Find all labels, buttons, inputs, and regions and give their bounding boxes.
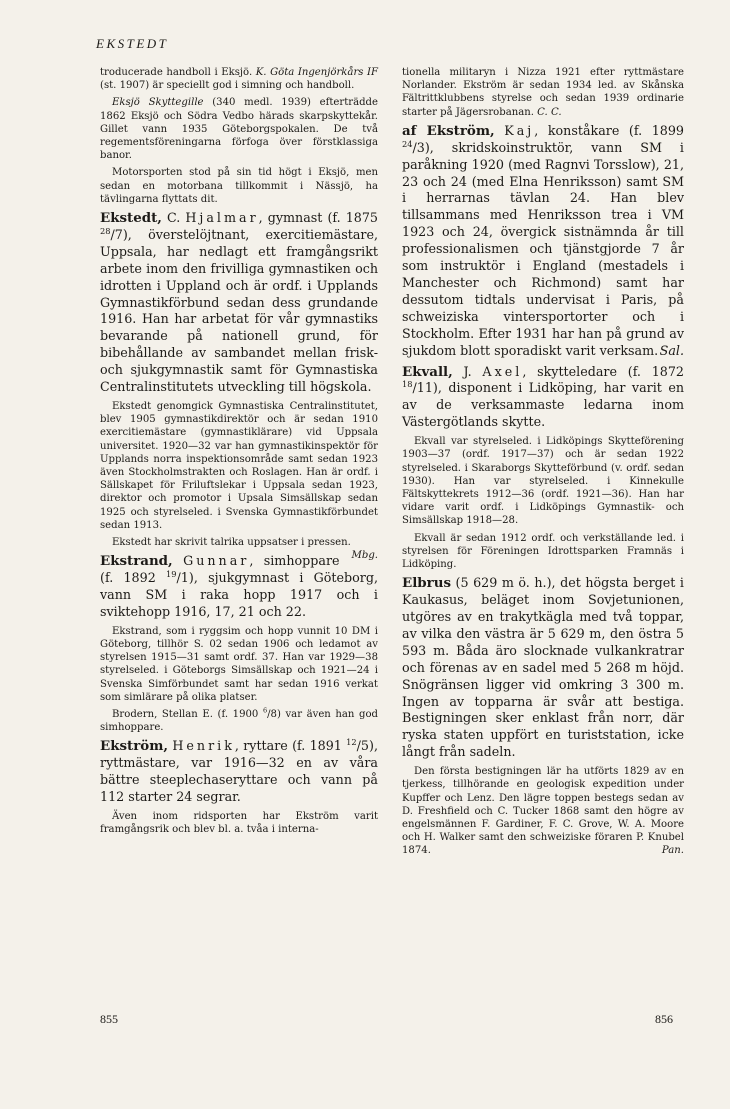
entry-ekstrand: Ekstrand, Gunnar, simhoppare (f. 1892 $^{19}$/1), sjukgymnast i Göteborg, vann SM i raka hopp 1917 och i sviktehopp 1916, 17, 21 och 22. [100,553,378,619]
left-column [100,66,378,841]
page-number-right: 856 [655,1012,673,1026]
entry-af-ekstrom: af Ekström, Kaj, konståkare (f. 1899 $^{24}$/3), skridskoinstruktör, vann SM i paråkning 1920 (med Ragnvi Torsslow), 21, 23 och 24 (med Elna Henriksson) samt SM i herrarnas tävlan 24. Han blev tillsammans med Henriksson trea i VM 1923 och 24, övergick sistnämnda år till professionalismen och tjänstgjorde 7 år som instruktör i England (mestadels i Manchester och Richmond) samt har dessutom tidtals undervisat i Paris, på schweiziska vintersportorter och i Stockholm. Efter 1931 har han på grund av sjukdom blott sporadiskt varit verksam. Sal. [402,122,684,358]
signature: Sal. [659,342,684,358]
entry-elbrus: Elbrus (5 629 m ö. h.), det högsta berget i Kaukasus, beläget inom Sovjetunionen, utgöres av en trakytkägla med två toppar, av vilka den västra är 5 629 m, den östra 5 593 m. Båda äro slocknade vulkankratrar och förenas av en sadel med 5 268 m höjd. Snögränsen ligger vid omkring 3 300 m. Ingen av topparna är svår att bestiga. Bestigningen sker enklast från norr, där ryska staten uppfört en turiststation, icke långt från sadeln. [402,575,684,760]
ekvall-framnas: Ekvall är sedan 1912 ordf. och verkställande led. i styrelsen för Föreningen Idrottsparken Framnäs i Lidköping. [402,532,684,570]
signature: Mbg. [351,550,378,562]
ekstrom-details: Även inom ridsporten har Ekström varit framgångsrik och blev bl. a. tvåa i interna- [100,811,378,836]
elbrus-history: Den första bestigningen lär ha utförts 1829 av en tjerkess, tillhörande en geologisk expedition under Kupffer och Lenz. Den lägre toppen bestegs sedan av D. Freshfield och C. Tucker 1868 samt den högre av engelsmännen F. Gardiner, F. C. Grove, W. A. Moore och H. Walker samt den schweiziske föraren P. Knubel 1874. Pan. [402,766,684,857]
signature: C. C. [537,106,562,118]
signature: Pan. [661,845,684,857]
ekstedt-writings: Ekstedt har skrivit talrika uppsatser i pressen. Mbg. [112,537,378,562]
ekstrand-details: Ekstrand, som i ryggsim och hopp vunnit 10 DM i Göteborg, tillhör S. 02 sedan 1906 och ledamot av styrelsen 1915—31 samt ordf. 37. Han var 1929—38 styrelseled. i Göteborgs Simsällskap och 1921—24 i Svenska Simförbundet samt har sedan 1916 verkat som simlärare på olika platser. [100,625,378,703]
entry-ekstedt: Ekstedt, C. Hjalmar, gymnast (f. 1875 $^{28}$/7), överstelöjtnant, exercitiemästare, Uppsala, har nedlagt ett framgångsrikt arbete inom den frivilliga gymnastiken och idrotten i Uppland och är ordf. i Upplands Gymnastikförbund sedan dess grundande 1916. Han har arbetat för vår gymnastiks bevarande på nationell grund, för bibehållande av sambandet mellan frisk- och sjukgymnastik samt för Gymnastiska Centralinstitutets utveckling till högskola. [100,210,379,395]
entry-ekstrom-henrik: Ekström, Henrik, ryttare (f. 1891 $^{12}$/5), ryttmästare, var 1916—32 en av våra bättre steeplechaseryttare och vann på 112 starter 24 segrar. [100,737,378,805]
continued-paragraph: troducerade handboll i Eksjö. K. Göta Ingenjörkårs IF (st. 1907) är speciellt god i simning och handboll. [100,67,379,92]
continued-paragraph-right: tionella militaryn i Nizza 1921 efter ryttmästare Norlander. Ekström är sedan 1934 led. av Skånska Fältrittklubbens styrelse och sedan 1939 ordinarie starter på Jägersrobanan. C. C. [402,67,684,118]
ekstedt-details: Ekstedt genomgick Gymnastiska Centralinstitutet, blev 1905 gymnastikdirektör och är sedan 1910 exercitiemästare (gymnastiklärare) vid Uppsala universitet. 1920—32 var han gymnastikinspektör för Upplands norra inspektionsområde samt sedan 1923 även Stockholmstrakten och Roslagen. Han är ordf. i Sällskapet för Friluftslekar i Uppsala sedan 1923, direktor och promotor i Upsala Simsällskap sedan 1925 och styrelseled. i Svenska Gymnastikförbundet sedan 1913. [100,401,378,531]
right-column [402,66,684,862]
motorsport-paragraph: Motorsporten stod på sin tid högt i Eksjö, men sedan en motorbana tillkommit i Nässjö, ha tävlingarna flyttats dit. [100,167,378,205]
ekvall-details: Ekvall var styrelseled. i Lidköpings Skytteförening 1903—37 (ordf. 1917—37) och är sedan 1922 styrelseled. i Skaraborgs Skytteförbund (v. ordf. sedan 1930). Han var styrelseled. i Kinnekulle Fältskyttekrets 1912—36 (ordf. 1921—36). Han har vidare varit ordf. i Lidköpings Gymnastik- och Simsällskap 1918—28. [402,436,684,527]
ekstrand-brother: Brodern, Stellan E. (f. 1900 $^6$/8) var även han god simhoppare. [100,706,379,734]
entry-ekvall: Ekvall, J. Axel, skytteledare (f. 1872 $^{18}$/11), disponent i Lidköping, har varit en av de verksammaste ledarna inom Västergötlands skytte. [402,363,685,430]
skyttegille-paragraph: Eksjö Skyttegille (340 medl. 1939) efterträdde 1862 Eksjö och Södra Vedbo härads skarpskyttekår. Gillet vann 1935 Göteborgspokalen. De två regementsföreningarna förfoga över förstklassiga banor. [100,97,378,162]
page-number-left: 855 [100,1012,118,1026]
running-head: EKSTEDT [96,36,169,51]
